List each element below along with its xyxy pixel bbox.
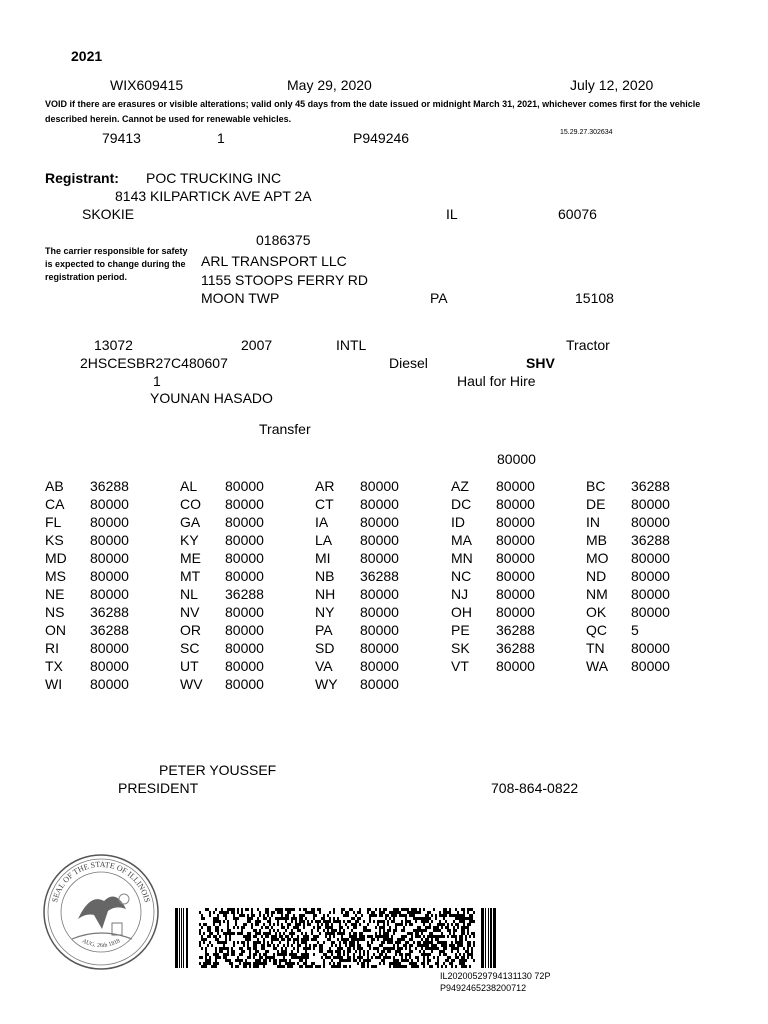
jurisdiction-code: UT xyxy=(180,658,199,674)
vehicle-use: Haul for Hire xyxy=(457,373,536,389)
jurisdiction-code: OH xyxy=(451,604,472,620)
vehicle-type: Tractor xyxy=(566,337,610,353)
jurisdiction-code: AB xyxy=(45,478,64,494)
jurisdiction-weight: 80000 xyxy=(225,478,264,494)
jurisdiction-code: NH xyxy=(315,586,336,602)
jurisdiction-code: PE xyxy=(451,622,470,638)
plate-number: WIX609415 xyxy=(110,77,184,93)
jurisdiction-weight: 80000 xyxy=(90,532,129,548)
jurisdiction-code: AZ xyxy=(451,478,469,494)
issue-date: May 29, 2020 xyxy=(287,77,372,93)
jurisdiction-code: TN xyxy=(586,640,605,656)
registrant-city: SKOKIE xyxy=(82,206,135,222)
jurisdiction-code: MO xyxy=(586,550,609,566)
carrier-city: MOON TWP xyxy=(201,290,280,306)
jurisdiction-weight: 80000 xyxy=(225,550,264,566)
jurisdiction-weight: 80000 xyxy=(496,568,535,584)
carrier-zip: 15108 xyxy=(575,290,614,306)
registrant-state: IL xyxy=(446,206,458,222)
jurisdiction-weight: 80000 xyxy=(90,676,129,692)
jurisdiction-code: MD xyxy=(45,550,67,566)
jurisdiction-weight: 80000 xyxy=(225,568,264,584)
registrant-street: 8143 KILPARTICK AVE APT 2A xyxy=(115,188,312,204)
jurisdiction-weight: 36288 xyxy=(631,532,670,548)
jurisdiction-weight: 80000 xyxy=(360,514,399,530)
record-number: 79413 xyxy=(102,130,141,146)
jurisdiction-weight: 80000 xyxy=(90,658,129,674)
jurisdiction-code: QC xyxy=(586,622,607,638)
jurisdiction-weight: 80000 xyxy=(360,658,399,674)
jurisdiction-code: OK xyxy=(586,604,607,620)
jurisdiction-code: AL xyxy=(180,478,198,494)
jurisdiction-weight: 80000 xyxy=(360,586,399,602)
jurisdiction-code: DC xyxy=(451,496,472,512)
signer-name: PETER YOUSSEF xyxy=(159,762,277,778)
jurisdiction-weight: 80000 xyxy=(631,514,670,530)
jurisdiction-code: MS xyxy=(45,568,66,584)
seal-text-top: SEAL OF THE STATE OF ILLINOIS xyxy=(50,859,152,904)
jurisdiction-code: ID xyxy=(451,514,465,530)
jurisdiction-weight: 36288 xyxy=(631,478,670,494)
jurisdiction-code: CT xyxy=(315,496,334,512)
jurisdiction-code: WY xyxy=(315,676,338,692)
jurisdiction-code: MN xyxy=(451,550,473,566)
jurisdiction-code: ON xyxy=(45,622,66,638)
jurisdiction-code: FL xyxy=(45,514,62,530)
jurisdiction-code: CO xyxy=(180,496,201,512)
carrier-id: 0186375 xyxy=(256,232,311,248)
jurisdiction-code: MT xyxy=(180,568,201,584)
jurisdiction-code: TX xyxy=(45,658,63,674)
jurisdiction-weight: 80000 xyxy=(496,586,535,602)
jurisdiction-weight: 80000 xyxy=(225,532,264,548)
jurisdiction-weight: 80000 xyxy=(360,550,399,566)
jurisdiction-code: RI xyxy=(45,640,59,656)
jurisdiction-weight: 80000 xyxy=(225,604,264,620)
permit-year: 2021 xyxy=(71,48,103,64)
registrant-name: POC TRUCKING INC xyxy=(146,170,282,186)
jurisdiction-code: WI xyxy=(45,676,63,692)
jurisdiction-weight: 80000 xyxy=(496,496,535,512)
jurisdiction-weight: 36288 xyxy=(225,586,264,602)
jurisdiction-code: ME xyxy=(180,550,201,566)
jurisdiction-weight: 36288 xyxy=(496,622,535,638)
jurisdiction-weight: 80000 xyxy=(496,604,535,620)
jurisdiction-weight: 80000 xyxy=(360,676,399,692)
jurisdiction-weight: 80000 xyxy=(631,586,670,602)
barcode-line-1: IL20200529794131130 72P xyxy=(440,971,551,981)
jurisdiction-weight: 80000 xyxy=(496,550,535,566)
jurisdiction-code: GA xyxy=(180,514,201,530)
jurisdiction-code: NY xyxy=(315,604,335,620)
jurisdiction-code: DE xyxy=(586,496,606,512)
jurisdiction-code: KY xyxy=(180,532,199,548)
jurisdiction-weight: 80000 xyxy=(90,586,129,602)
vehicle-vin: 2HSCESBR27C480607 xyxy=(80,355,228,371)
svg-text:AUG. 26th 1818 xyxy=(81,938,121,949)
carrier-note: The carrier responsible for safety is expected to change during the registration period. xyxy=(45,246,188,282)
jurisdiction-weight: 80000 xyxy=(631,568,670,584)
jurisdiction-code: NB xyxy=(315,568,335,584)
registrant-label: Registrant: xyxy=(45,170,119,186)
jurisdiction-weight: 80000 xyxy=(360,622,399,638)
jurisdiction-code: NL xyxy=(180,586,198,602)
jurisdiction-code: WV xyxy=(180,676,203,692)
jurisdiction-code: ND xyxy=(586,568,607,584)
registrant-zip: 60076 xyxy=(558,206,597,222)
jurisdiction-weight: 80000 xyxy=(360,496,399,512)
state-seal-icon xyxy=(42,853,160,971)
signer-title: PRESIDENT xyxy=(118,780,199,796)
jurisdiction-weight: 80000 xyxy=(631,604,670,620)
registration-reason: Transfer xyxy=(259,421,311,437)
jurisdiction-code: NS xyxy=(45,604,65,620)
vehicle-year: 2007 xyxy=(241,337,273,353)
jurisdiction-weight: 80000 xyxy=(225,658,264,674)
jurisdiction-weight: 80000 xyxy=(90,496,129,512)
signer-phone: 708-864-0822 xyxy=(491,780,579,796)
fuel-type: Diesel xyxy=(389,355,428,371)
jurisdiction-weight: 80000 xyxy=(90,514,129,530)
jurisdiction-code: SK xyxy=(451,640,470,656)
unit-number: 13072 xyxy=(94,337,133,353)
gross-weight: 80000 xyxy=(497,451,536,467)
svg-text:SEAL OF THE STATE OF ILLINOIS xyxy=(50,860,152,903)
permit-number: P949246 xyxy=(353,130,410,146)
jurisdiction-code: VT xyxy=(451,658,469,674)
vehicle-make: INTL xyxy=(336,337,367,353)
jurisdiction-weight: 80000 xyxy=(225,496,264,512)
jurisdiction-code: CA xyxy=(45,496,65,512)
expire-date: July 12, 2020 xyxy=(570,77,654,93)
jurisdiction-weight: 36288 xyxy=(90,622,129,638)
jurisdiction-code: BC xyxy=(586,478,606,494)
jurisdiction-weight: 5 xyxy=(631,622,639,638)
jurisdiction-weight: 80000 xyxy=(225,622,264,638)
jurisdiction-weight: 80000 xyxy=(360,532,399,548)
jurisdiction-weight: 36288 xyxy=(360,568,399,584)
jurisdiction-code: PA xyxy=(315,622,333,638)
copy-number: 1 xyxy=(217,130,225,146)
jurisdiction-code: SC xyxy=(180,640,200,656)
jurisdiction-weight: 80000 xyxy=(90,640,129,656)
jurisdiction-code: MA xyxy=(451,532,472,548)
jurisdiction-code: MB xyxy=(586,532,607,548)
jurisdiction-weight: 80000 xyxy=(90,550,129,566)
owner-name: YOUNAN HASADO xyxy=(150,390,273,406)
jurisdiction-code: OR xyxy=(180,622,201,638)
barcode-text xyxy=(440,970,550,994)
barcode-icon xyxy=(175,908,505,968)
jurisdiction-weight: 80000 xyxy=(496,658,535,674)
transaction-code: 15.29.27.302634 xyxy=(560,129,613,136)
jurisdiction-code: WA xyxy=(586,658,609,674)
jurisdiction-code: NV xyxy=(180,604,200,620)
vehicle-class: SHV xyxy=(526,355,555,371)
jurisdiction-weight: 80000 xyxy=(225,514,264,530)
jurisdiction-weight: 80000 xyxy=(631,640,670,656)
jurisdiction-weight: 80000 xyxy=(631,550,670,566)
jurisdiction-weight: 80000 xyxy=(225,640,264,656)
seal-text-bottom: AUG. 26th 1818 xyxy=(80,938,122,950)
barcode-line-2: P9492465238200712 xyxy=(440,983,527,993)
jurisdiction-weight: 80000 xyxy=(360,604,399,620)
jurisdiction-weight: 80000 xyxy=(496,532,535,548)
jurisdiction-weight: 80000 xyxy=(360,478,399,494)
carrier-street: 1155 STOOPS FERRY RD xyxy=(201,272,369,288)
axle-count: 1 xyxy=(153,373,161,389)
jurisdiction-code: NM xyxy=(586,586,608,602)
jurisdiction-code: NE xyxy=(45,586,65,602)
jurisdiction-code: LA xyxy=(315,532,333,548)
jurisdiction-code: VA xyxy=(315,658,333,674)
void-notice: VOID if there are erasures or visible alterations; valid only 45 days from the date issued or midnight March 31, 2021, whichever comes first for the vehicle described herein. Cannot be used for renewable vehicles. xyxy=(45,99,701,124)
jurisdiction-code: IA xyxy=(315,514,329,530)
carrier-name: ARL TRANSPORT LLC xyxy=(201,253,347,269)
jurisdiction-code: IN xyxy=(586,514,600,530)
jurisdiction-weight: 80000 xyxy=(90,568,129,584)
jurisdiction-weight: 80000 xyxy=(631,658,670,674)
jurisdiction-weight: 36288 xyxy=(90,478,129,494)
jurisdiction-weight: 80000 xyxy=(496,514,535,530)
jurisdiction-weight: 80000 xyxy=(225,676,264,692)
jurisdiction-weight: 80000 xyxy=(631,496,670,512)
jurisdiction-weight: 36288 xyxy=(496,640,535,656)
jurisdiction-code: MI xyxy=(315,550,331,566)
jurisdiction-code: KS xyxy=(45,532,64,548)
jurisdiction-weight: 80000 xyxy=(496,478,535,494)
jurisdiction-weight: 36288 xyxy=(90,604,129,620)
jurisdiction-weight: 80000 xyxy=(360,640,399,656)
carrier-state: PA xyxy=(430,290,448,306)
jurisdiction-code: NJ xyxy=(451,586,469,602)
jurisdiction-code: SD xyxy=(315,640,335,656)
jurisdiction-code: NC xyxy=(451,568,472,584)
jurisdiction-code: AR xyxy=(315,478,335,494)
